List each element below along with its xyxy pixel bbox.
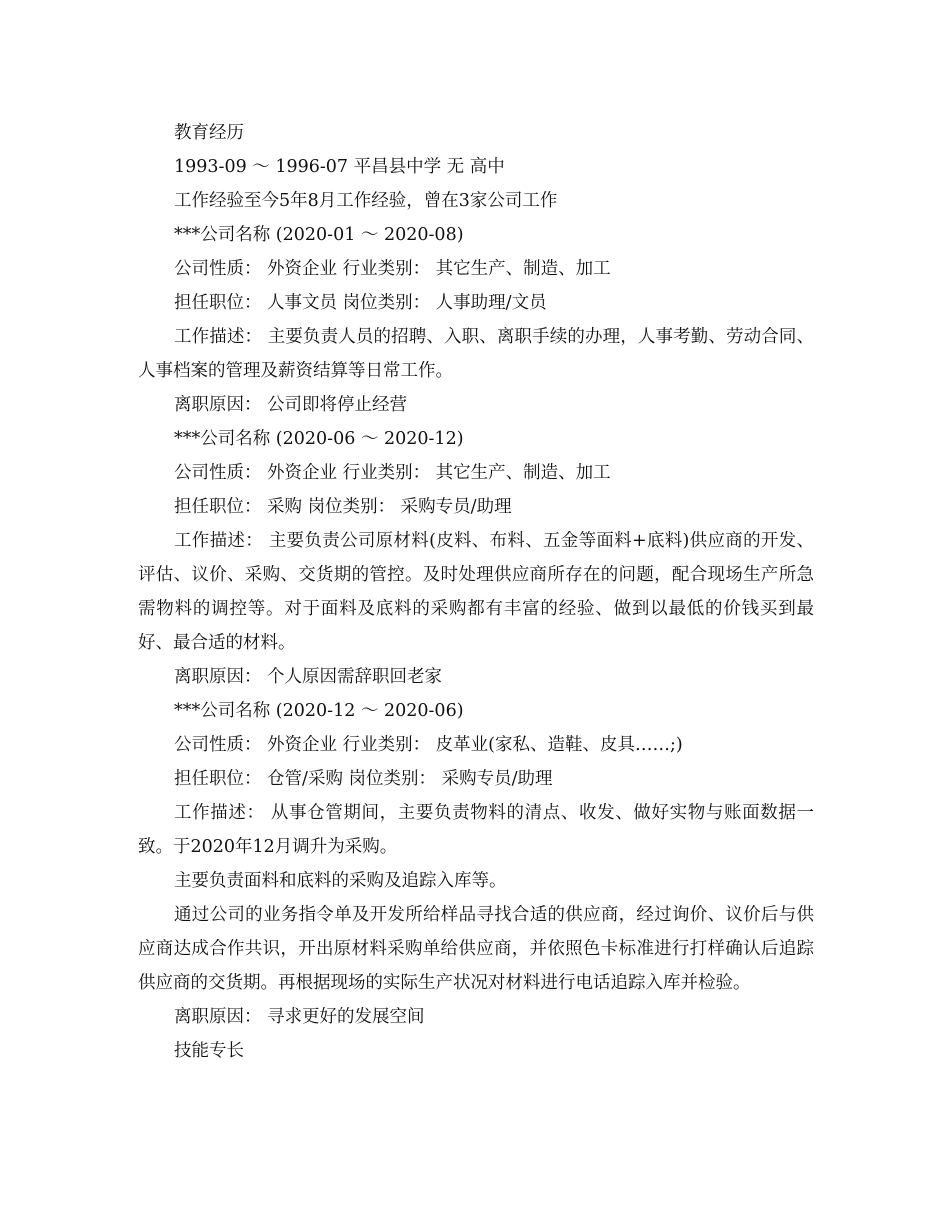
section-heading-education: 教育经历 <box>174 123 244 143</box>
job-3-description-detail: 通过公司的业务指令单及开发所给样品寻找合适的供应商，经过询价、议价后与供应商达成合作共识，开出原材料采购单给供应商，并依照色卡标准进行打样确认后追踪供应商的交货期。再根据现场的实际生产状况对材料进行电话追踪入库并检验。 <box>138 905 814 993</box>
education-entry: 1993-09 ～ 1996-07 平昌县中学 无 高中 <box>174 157 505 177</box>
job-2-nature: 公司性质： 外资企业 行业类别： 其它生产、制造、加工 <box>174 463 611 483</box>
job-3-leave-reason: 离职原因： 寻求更好的发展空间 <box>174 1007 425 1027</box>
section-heading-skills: 技能专长 <box>174 1041 244 1061</box>
job-2-leave-reason: 离职原因： 个人原因需辞职回老家 <box>174 667 443 687</box>
job-1-nature: 公司性质： 外资企业 行业类别： 其它生产、制造、加工 <box>174 259 611 279</box>
job-3-position: 担任职位： 仓管/采购 岗位类别： 采购专员/助理 <box>174 769 553 789</box>
job-3-description-continued: 主要负责面料和底料的采购及追踪入库等。 <box>174 871 507 891</box>
job-2-company: ***公司名称 (2020-06 ～ 2020-12) <box>174 429 464 449</box>
job-1-position: 担任职位： 人事文员 岗位类别： 人事助理/文员 <box>174 293 547 313</box>
job-3-company: ***公司名称 (2020-12 ～ 2020-06) <box>174 701 464 721</box>
job-3-description: 工作描述： 从事仓管期间，主要负责物料的清点、收发、做好实物与账面数据一致。于2020年12月调升为采购。 <box>138 803 814 857</box>
work-experience-summary: 工作经验至今5年8月工作经验，曾在3家公司工作 <box>174 191 558 211</box>
job-3-nature: 公司性质： 外资企业 行业类别： 皮革业(家私、造鞋、皮具……;) <box>174 735 683 755</box>
job-2-position: 担任职位： 采购 岗位类别： 采购专员/助理 <box>174 497 512 517</box>
job-1-leave-reason: 离职原因： 公司即将停止经营 <box>174 395 408 415</box>
job-2-description: 工作描述： 主要负责公司原材料(皮料、布料、五金等面料+底料)供应商的开发、评估、议价、采购、交货期的管控。及时处理供应商所存在的问题，配合现场生产所急需物料的调控等。对于面料及底料的采购都有丰富的经验、做到以最低的价钱买到最好、最合适的材料。 <box>138 531 814 653</box>
job-1-company: ***公司名称 (2020-01 ～ 2020-08) <box>174 225 464 245</box>
job-1-description: 工作描述： 主要负责人员的招聘、入职、离职手续的办理，人事考勤、劳动合同、人事档案的管理及薪资结算等日常工作。 <box>138 327 814 381</box>
resume-body <box>138 116 814 1068</box>
